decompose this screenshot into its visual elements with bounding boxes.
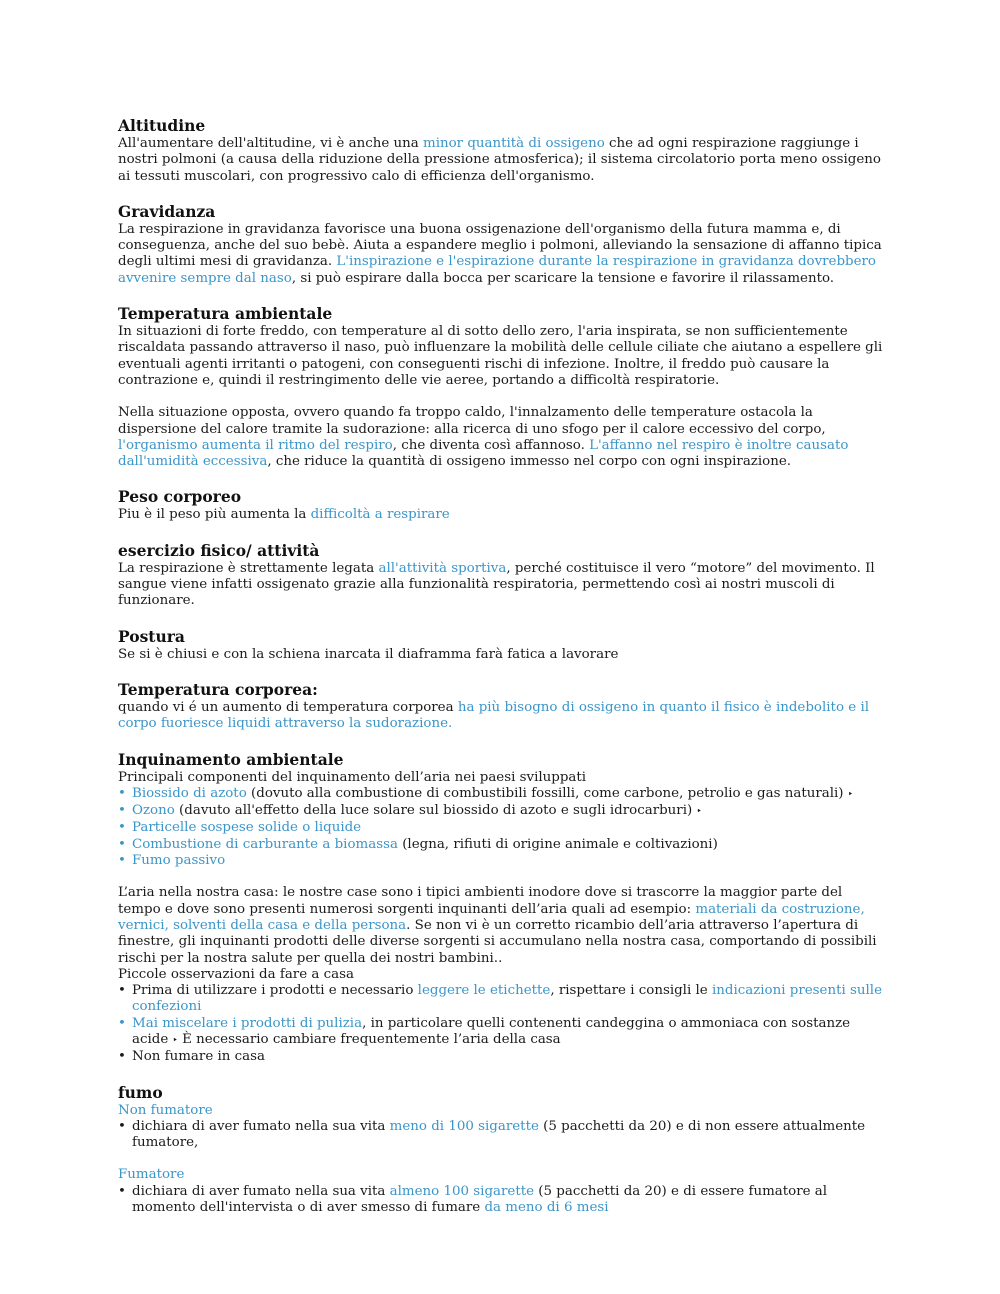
paragraph-peso bbox=[118, 507, 884, 523]
section-esercizio bbox=[118, 541, 884, 610]
paragraph-temperatura-corporea bbox=[118, 700, 884, 733]
highlight-text: leggere le etichette bbox=[417, 983, 551, 999]
heading-temperatura-corporea: Temperatura corporea: bbox=[118, 679, 318, 699]
list-item bbox=[118, 803, 884, 820]
highlight-text: Combustione di carburante a biomassa bbox=[132, 836, 398, 852]
text-run: dichiara di aver fumato nella sua vita bbox=[132, 1183, 390, 1199]
highlight-text: difficoltà a respirare bbox=[310, 507, 450, 523]
highlight-text: almeno 100 sigarette bbox=[389, 1183, 535, 1199]
text-run: La respirazione in gravidanza favorisce una buona ossigenazione dell'organismo della futura mamma e, di conseguenza, anche del suo bebè. Aiuta a espandere meglio i polmoni, alleviando la sensazione di affanno tipica degli ultimi mesi di gravidanza. bbox=[118, 221, 882, 270]
text-run: , che riduce la quantità di ossigeno immesso nel corpo con ogni inspirazione. bbox=[267, 454, 792, 470]
highlight-text: ha più bisogno di ossigeno in quanto il fisico è indebolito e il corpo fuoriesce liquidi attraverso la sudorazione. bbox=[118, 699, 870, 732]
highlight-text: L'inspirazione e l'espirazione durante la respirazione in gravidanza dovrebbero avvenire sempre dal naso bbox=[118, 254, 876, 286]
pollutant-list bbox=[118, 786, 884, 869]
list-item bbox=[118, 786, 884, 803]
smoker-list bbox=[118, 1184, 884, 1217]
text-run: Non fumare in casa bbox=[132, 1049, 266, 1065]
list-item bbox=[118, 837, 884, 853]
paragraph-gravidanza bbox=[118, 222, 884, 287]
text-run: (davuto all'effetto della luce solare sul biossido di azoto e sugli idrocarburi) bbox=[174, 803, 697, 819]
list-item bbox=[118, 820, 884, 836]
section-temperatura-corporea bbox=[118, 680, 884, 733]
text-run: che ad ogni respirazione raggiunge i nostri polmoni (a causa della riduzione della pressione atmosferica); il sistema circolatorio porta meno ossigeno ai tessuti muscolari, con progressivo calo di efficienza dell'organismo. bbox=[118, 136, 881, 184]
label-fumatore: Fumatore bbox=[118, 1167, 185, 1183]
section-fumo bbox=[118, 1083, 884, 1217]
list-item bbox=[118, 1016, 884, 1050]
highlight-text: Particelle sospese solide o liquide bbox=[132, 820, 362, 836]
highlight-text: meno di 100 sigarette bbox=[389, 1118, 539, 1134]
text-run: quando vi é un aumento di temperatura corporea bbox=[118, 699, 458, 715]
text-run: . Se non vi è un corretto ricambio dell’aria attraverso l’apertura di finestre, gli inquinanti prodotti delle diverse sorgenti si accumulano nella nostra casa, comportando di possibili rischi per la nostra salute per quella dei nostri bambini.. bbox=[118, 917, 877, 966]
heading-altitudine: Altitudine bbox=[118, 116, 206, 135]
highlight-text: da meno di 6 mesi bbox=[484, 1200, 609, 1216]
text-run: (dovuto alla combustione di combustibili fossilli, come carbone, petrolio e gas naturali) bbox=[246, 785, 848, 801]
text-run: , si può espirare dalla bocca per scaricare la tensione e favorire il rilassamento. bbox=[291, 270, 835, 286]
text-run: , rispettare i consigli le bbox=[550, 983, 712, 999]
text-run: , perché costituisce il vero “motore” del movimento. Il sangue viene infatti ossigenato grazie alla funzionalità respiratoria, permettendo così ai nostri muscoli di funzionare. bbox=[118, 560, 875, 609]
highlight-text: L'affanno nel respiro è inoltre causato dall'umidità eccessiva bbox=[118, 437, 849, 470]
heading-inquinamento: Inquinamento ambientale bbox=[118, 749, 344, 769]
text-run: La respirazione è strettamente legata bbox=[118, 560, 379, 576]
heading-postura: Postura bbox=[118, 626, 185, 646]
list-item bbox=[118, 1119, 884, 1152]
heading-temperatura-ambientale: Temperatura ambientale bbox=[118, 304, 333, 324]
highlight-text: Ozono bbox=[132, 803, 175, 819]
heading-esercizio: esercizio fisico/ attività bbox=[118, 540, 320, 560]
text-run: , che diventa così affannoso. bbox=[392, 437, 590, 453]
section-postura bbox=[118, 627, 884, 663]
section-temperatura-ambientale bbox=[118, 304, 884, 470]
list-item bbox=[118, 1049, 884, 1065]
arrow-icon: ‣ bbox=[847, 789, 854, 800]
highlight-text: minor quantità di ossigeno bbox=[423, 136, 605, 151]
text-run: (legna, rifiuti di origine animale e coltivazioni) bbox=[397, 836, 718, 852]
list-item bbox=[118, 853, 884, 869]
heading-peso: Peso corporeo bbox=[118, 487, 242, 507]
document-page bbox=[118, 116, 884, 1233]
text-run: (5 pacchetti da 20) e di essere fumatore al momento dell'intervista o di aver smesso di fumare bbox=[132, 1183, 828, 1216]
text-run: (5 pacchetti da 20) e di non essere attualmente fumatore, bbox=[132, 1118, 866, 1151]
highlight-text: all'attività sportiva bbox=[378, 560, 507, 576]
non-smoker-list bbox=[118, 1119, 884, 1152]
text-run: Piu è il peso più aumenta la bbox=[118, 507, 311, 523]
text-run: L’aria nella nostra casa: le nostre case sono i tipici ambienti inodore dove si trascorre la maggior parte del tempo e dove sono presenti numerosi sorgenti inquinanti dell’aria quali ad esempio: bbox=[118, 885, 843, 917]
heading-fumo: fumo bbox=[118, 1082, 163, 1102]
paragraph-inquinamento-intro: Principali componenti del inquinamento dell’aria nei paesi sviluppati bbox=[118, 769, 587, 785]
arrow-icon: ‣ bbox=[696, 807, 702, 818]
paragraph-casa bbox=[118, 885, 884, 966]
text-run: Prima di utilizzare i prodotti e necessario bbox=[132, 983, 418, 999]
heading-gravidanza: Gravidanza bbox=[118, 201, 216, 221]
section-gravidanza bbox=[118, 202, 884, 287]
text-run: Nella situazione opposta, ovvero quando fa troppo caldo, l'innalzamento delle temperature ostacola la dispersione del calore tramite la sudorazione: alla ricerca di uno sfogo per il calore eccessivo del corpo, bbox=[118, 405, 826, 437]
text-run: È necessario cambiare frequentemente l’aria della casa bbox=[177, 1031, 561, 1047]
highlight-text: l'organismo aumenta il ritmo del respiro bbox=[118, 437, 393, 453]
paragraph-postura: Se si è chiusi e con la schiena inarcata il diaframma farà fatica a lavorare bbox=[118, 646, 619, 662]
label-non-fumatore: Non fumatore bbox=[118, 1102, 213, 1118]
paragraph-freddo: In situazioni di forte freddo, con temperature al di sotto dello zero, l'aria inspirata, se non sufficientemente riscaldata passando attraverso il naso, può influenzare la mobilità delle cellule ciliate che aiutano a espellere gli eventuali agenti irritanti o patogeni, con conseguenti rischi di infezione. Inoltre, il freddo può causare la contrazione e, quindi il restringimento delle vie aeree, portando a difficoltà respiratorie. bbox=[118, 324, 883, 388]
text-run: All'aumentare dell'altitudine, vi è anche una bbox=[118, 136, 423, 151]
paragraph-osservazioni-intro: Piccole osservazioni da fare a casa bbox=[118, 966, 354, 982]
highlight-text: indicazioni presenti sulle confezioni bbox=[132, 983, 882, 1015]
section-peso bbox=[118, 487, 884, 523]
section-altitudine bbox=[118, 116, 884, 185]
paragraph-caldo bbox=[118, 405, 884, 470]
highlight-text: Mai miscelare i prodotti di pulizia bbox=[132, 1015, 363, 1031]
paragraph-esercizio bbox=[118, 561, 884, 610]
list-item bbox=[118, 983, 884, 1016]
section-inquinamento bbox=[118, 750, 884, 1066]
arrow-icon: ‣ bbox=[172, 1035, 178, 1046]
highlight-text: materiali da costruzione, vernici, solventi della casa e della persona bbox=[118, 901, 865, 933]
list-item bbox=[118, 1184, 884, 1217]
highlight-text: Biossido di azoto bbox=[132, 785, 247, 801]
paragraph-altitudine bbox=[118, 136, 884, 185]
highlight-text: Fumo passivo bbox=[132, 853, 226, 869]
text-run: , in particolare quelli contenenti candeggina o ammoniaca con sostanze acide bbox=[132, 1015, 851, 1047]
text-run: dichiara di aver fumato nella sua vita bbox=[132, 1118, 390, 1134]
observations-list bbox=[118, 983, 884, 1065]
